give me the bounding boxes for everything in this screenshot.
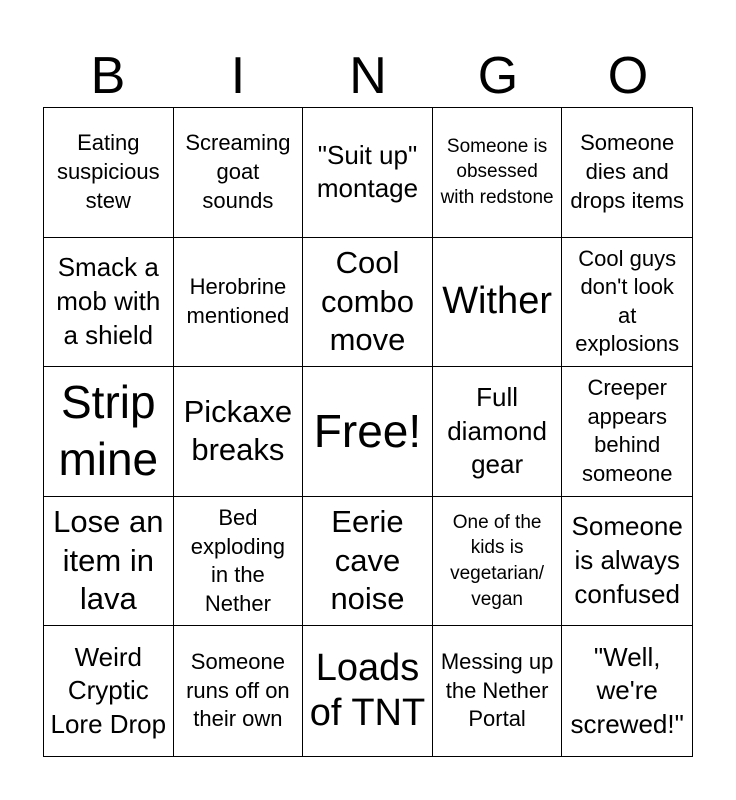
bingo-cell-r2-c4[interactable]: Wither [433,238,563,368]
header-letter-b: B [90,47,126,105]
bingo-cell-r2-c1[interactable]: Smack a mob with a shield [44,238,174,368]
bingo-cell-r4-c5[interactable]: Someone is always confused [562,497,692,627]
bingo-header [43,44,693,108]
bingo-cell-r5-c2[interactable]: Someone runs off on their own [174,626,304,756]
bingo-cell-r1-c3[interactable]: "Suit up" montage [303,108,433,238]
bingo-cell-r1-c4[interactable]: Someone is obsessed with redstone [433,108,563,238]
bingo-cell-r3-c5[interactable]: Creeper appears behind someone [562,367,692,497]
bingo-cell-r4-c4[interactable]: One of the kids is vegetarian/ vegan [433,497,563,627]
header-letter-o: O [607,47,649,105]
bingo-cell-r1-c2[interactable]: Screaming goat sounds [174,108,304,238]
bingo-cell-r3-c1[interactable]: Strip mine [44,367,174,497]
bingo-cell-r1-c5[interactable]: Someone dies and drops items [562,108,692,238]
header-letter-i: I [230,47,246,105]
bingo-cell-r2-c2[interactable]: Herobrine mentioned [174,238,304,368]
bingo-cell-r5-c4[interactable]: Messing up the Nether Portal [433,626,563,756]
bingo-cell-r4-c3[interactable]: Eerie cave noise [303,497,433,627]
bingo-cell-r2-c5[interactable]: Cool guys don't look at explosions [562,238,692,368]
bingo-cell-r5-c1[interactable]: Weird Cryptic Lore Drop [44,626,174,756]
bingo-cell-r1-c1[interactable]: Eating suspicious stew [44,108,174,238]
bingo-cell-r4-c2[interactable]: Bed exploding in the Nether [174,497,304,627]
header-letter-g: G [477,47,519,105]
bingo-cell-r2-c3[interactable]: Cool combo move [303,238,433,368]
bingo-cell-r5-c5[interactable]: "Well, we're screwed!" [570,641,684,740]
bingo-cell-r3-c4[interactable]: Full diamond gear [433,367,563,497]
bingo-cell-r3-c2[interactable]: Pickaxe breaks [174,367,304,497]
header-letter-n: N [349,47,387,105]
bingo-cell-free-space[interactable]: Free! [303,367,433,497]
bingo-board [43,107,693,757]
bingo-cell-r4-c1[interactable]: Lose an item in lava [44,497,174,627]
bingo-cell-r5-c3[interactable]: Loads of TNT [303,626,433,756]
